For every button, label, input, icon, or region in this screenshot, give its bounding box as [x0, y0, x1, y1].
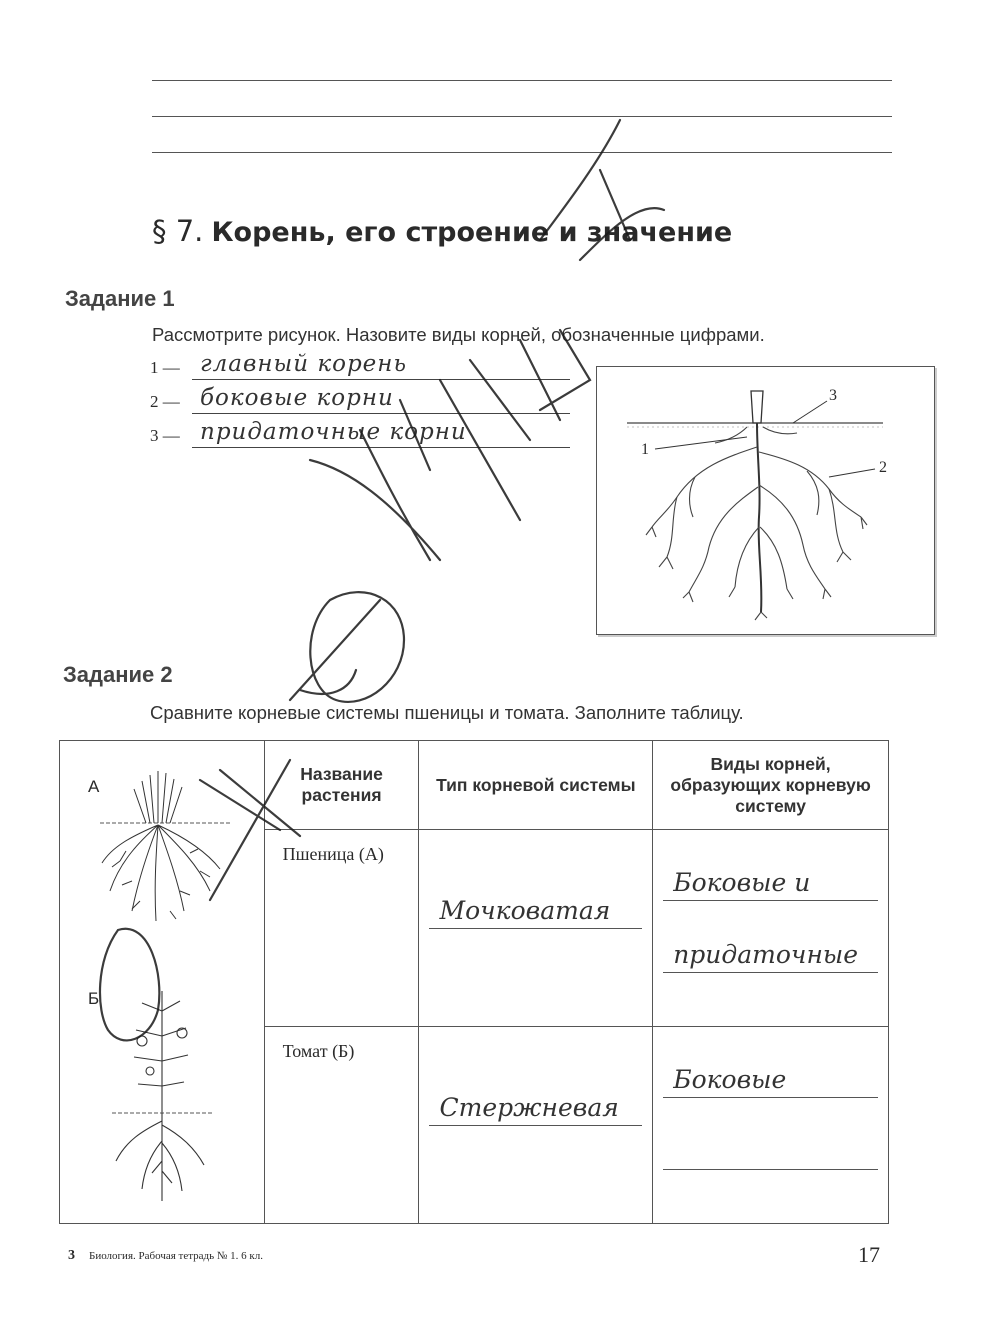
section-symbol: § 7. [152, 214, 204, 248]
task2-heading: Задание 2 [63, 662, 173, 687]
handwriting-root-type: Мочковатая [439, 896, 611, 925]
task1-answer-2 [150, 380, 570, 414]
answer-line [429, 1125, 642, 1126]
image-label-b: Б [88, 989, 100, 1008]
cell-root-kinds [653, 830, 889, 1027]
page-number: 17 [858, 1242, 880, 1267]
footer-source-text: Биология. Рабочая тетрадь № 1. 6 кл. [89, 1250, 263, 1262]
blank-line-1 [152, 80, 892, 81]
plants-drawing [60, 741, 265, 1221]
task1-answer-1 [150, 346, 570, 380]
answer-handwriting: придаточные корни [200, 419, 467, 445]
section-title-text: Корень, его строение и значение [211, 217, 733, 248]
blank-line-2 [152, 116, 892, 117]
plants-image-cell [60, 741, 265, 1224]
answer-handwriting: главный корень [200, 351, 407, 377]
task1-instruction: Рассмотрите рисунок. Назовите виды корней, обозначенные цифрами. [152, 324, 765, 345]
task1-answer-3 [150, 414, 570, 448]
answer-number: 1 — [150, 358, 180, 377]
table-header-row [60, 741, 889, 830]
answer-number: 2 — [150, 392, 180, 411]
cell-root-type [419, 1027, 653, 1224]
answer-handwriting: боковые корни [200, 385, 394, 411]
header-root-kinds: Виды корней, образующих корневую систему [653, 741, 889, 830]
root-figure [596, 366, 935, 635]
figure-label-1: 1 [641, 441, 649, 458]
cell-plant-name [264, 1027, 419, 1224]
blank-line-3 [152, 152, 892, 153]
answer-line [429, 928, 642, 929]
cell-root-type [419, 830, 653, 1027]
task2-instruction: Сравните корневые системы пшеницы и томата. Заполните таблицу. [150, 702, 744, 723]
root-drawing [597, 367, 934, 634]
handwriting-root-type: Стержневая [439, 1093, 619, 1122]
section-title [152, 214, 732, 249]
plant-name-wheat: Пшеница (А) [282, 844, 384, 864]
footer-source [68, 1248, 263, 1264]
figure-label-3: 3 [829, 387, 837, 404]
header-root-system-type: Тип корневой системы [419, 741, 653, 830]
header-plant-name: Название растения [264, 741, 419, 830]
cell-root-kinds [653, 1027, 889, 1224]
handwriting-root-kinds-1: Боковые и [673, 868, 811, 897]
footer-sheet-number: 3 [68, 1248, 75, 1263]
task1-heading: Задание 1 [65, 286, 175, 311]
answer-line [192, 447, 570, 448]
answer-line [663, 900, 878, 901]
cell-plant-name [264, 830, 419, 1027]
answer-line [663, 1169, 878, 1170]
handwriting-root-kinds-2: придаточные [673, 940, 859, 969]
answer-line [663, 972, 878, 973]
answer-number: 3 — [150, 426, 180, 445]
comparison-table [59, 740, 889, 1224]
figure-label-2: 2 [879, 459, 887, 476]
answer-line [663, 1097, 878, 1098]
handwriting-root-kinds-1: Боковые [673, 1065, 787, 1094]
plant-name-tomato: Томат (Б) [282, 1041, 355, 1061]
image-label-a: А [88, 777, 100, 796]
